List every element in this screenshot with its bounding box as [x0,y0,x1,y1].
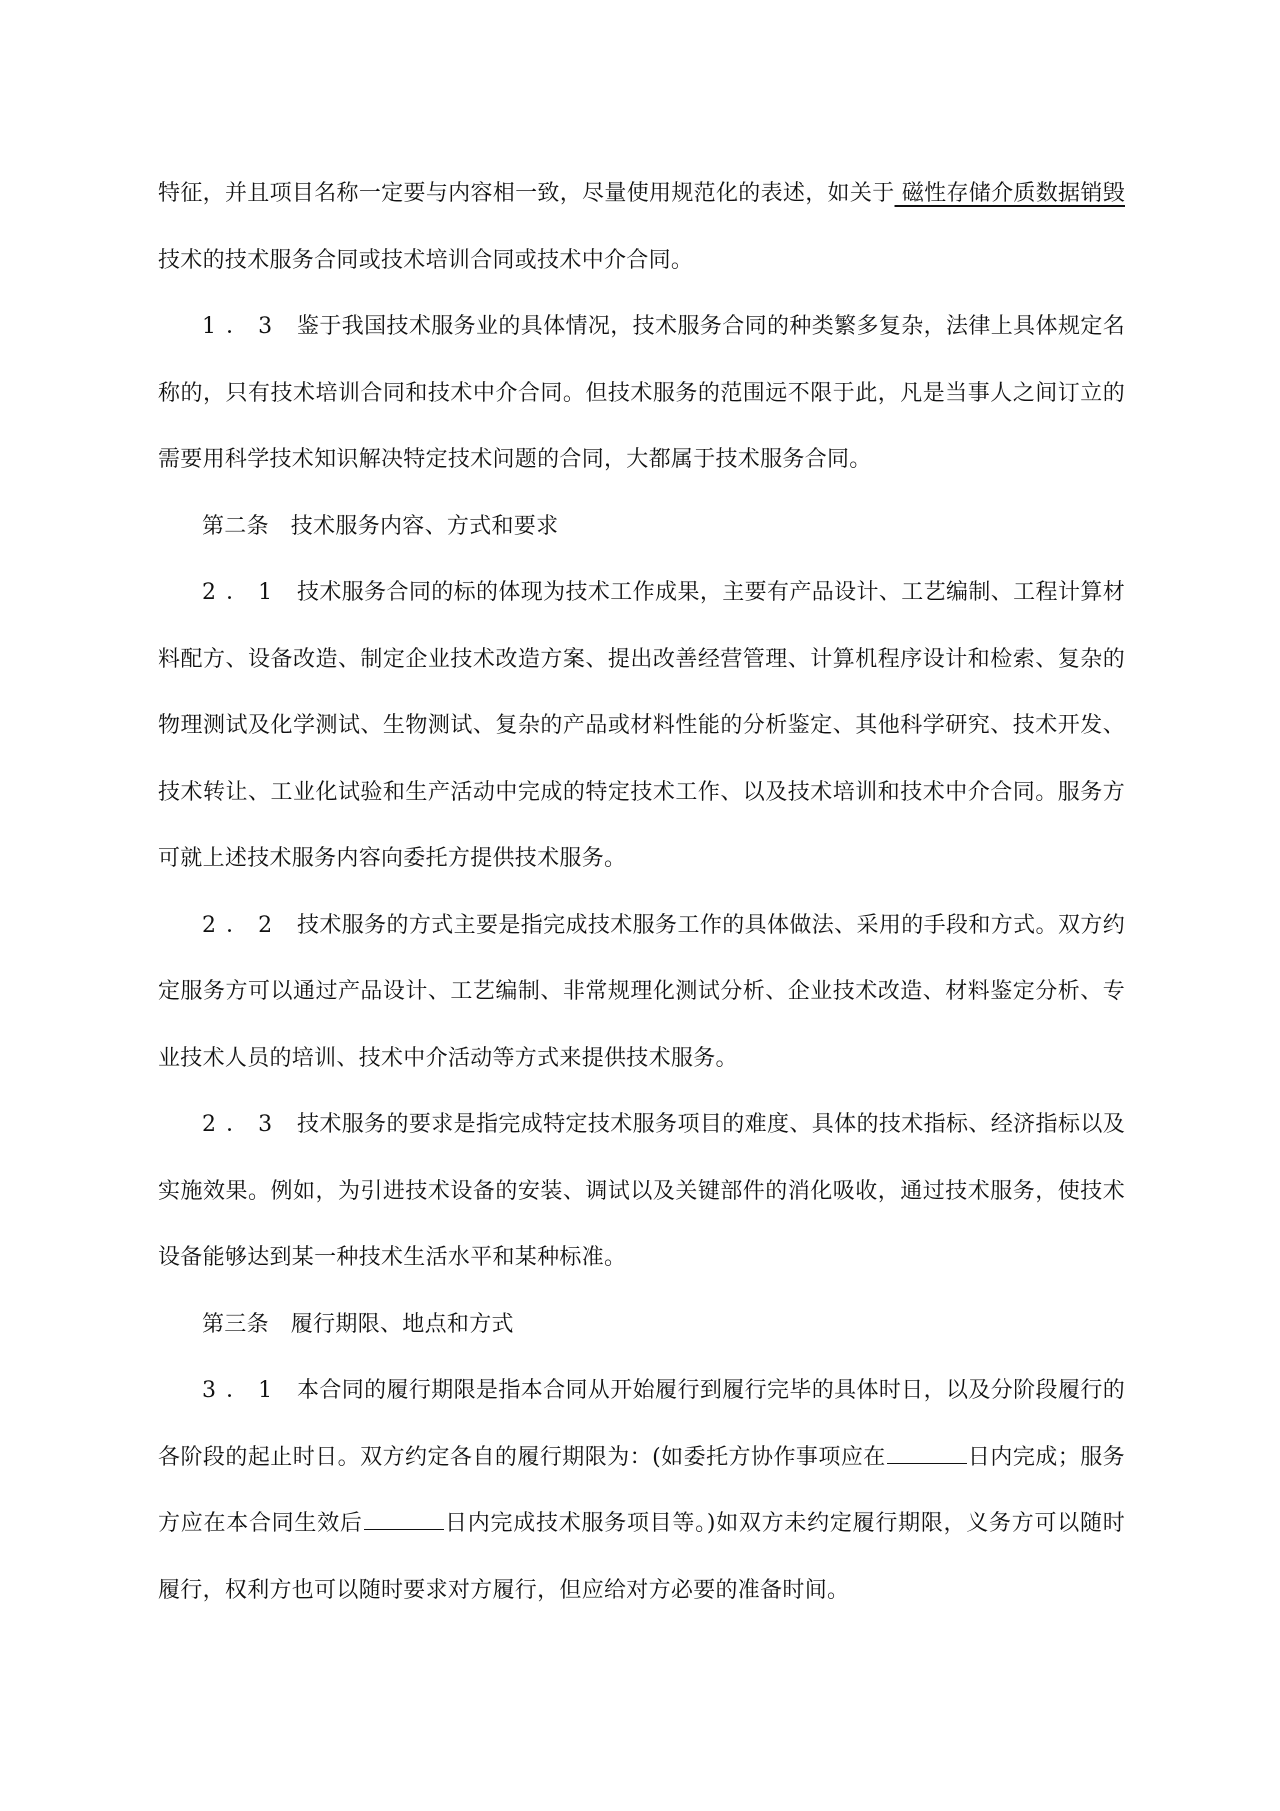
paragraph-2-1 [158,560,1125,893]
clause-text: 技术服务的方式主要是指完成技术服务工作的具体做法、采用的手段和方式。双方约定服务方可以通过产品设计、工艺编制、非常规理化测试分析、企业技术改造、材料鉴定分析、专业技术人员的培训、技术中介活动等方式来提供技术服务。 [158,912,1126,1071]
section-heading-2 [158,494,1125,561]
clause-text-part2: 日内完成；服务方应在本合同生效后 [158,1444,1125,1536]
clause-text-part1: 本合同的履行期限是指本合同从开始履行到履行完毕的具体时日，以及分阶段履行的各阶段的起止时日。双方约定各自的履行期限为：(如委托方协作事项应在 [158,1378,1126,1470]
section-title: 履行期限、地点和方式 [290,1311,514,1337]
paragraph-3-1 [158,1358,1125,1624]
text: 技术的技术服务合同或技术培训合同或技术中介合同。 [158,247,694,273]
clause-number: 3．1 [202,1378,283,1403]
paragraph-1-2-continued [158,161,1125,294]
paragraph-2-3 [158,1092,1125,1292]
fill-in-blank-days-provider[interactable] [364,1509,444,1530]
clause-text: 技术服务的要求是指完成特定技术服务项目的难度、具体的技术指标、经济指标以及实施效果。例如，为引进技术设备的安装、调试以及关键部件的消化吸收，通过技术服务，使技术设备能够达到某一种技术生活水平和某种标准。 [158,1112,1126,1270]
paragraph-2-2 [158,893,1125,1093]
clause-text-part3: 日内完成技术服务项目等。)如双方未约定履行期限，义务方可以随时履行，权利方也可以随时要求对方履行，但应给对方必要的准备时间。 [158,1511,1125,1603]
section-title: 技术服务内容、方式和要求 [290,513,559,539]
clause-number: 1．3 [202,314,283,339]
clause-text: 鉴于我国技术服务业的具体情况，技术服务合同的种类繁多复杂，法律上具体规定名称的，只有技术培训合同和技术中介合同。但技术服务的范围远不限于此，凡是当事人之间订立的需要用科学技术知识解决特定技术问题的合同，大都属于技术服务合同。 [158,314,1126,472]
clause-number: 2．1 [202,580,283,605]
section-label: 第三条 [202,1311,269,1337]
clause-number: 2．2 [202,912,283,938]
paragraph-1-3 [158,294,1125,494]
section-heading-3 [158,1292,1125,1359]
fill-in-blank-days-client[interactable] [887,1443,967,1464]
section-label: 第二条 [202,513,269,539]
clause-number: 2．3 [202,1112,283,1137]
clause-text: 技术服务合同的标的体现为技术工作成果，主要有产品设计、工艺编制、工程计算材料配方、设备改造、制定企业技术改造方案、提出改善经营管理、计算机程序设计和检索、复杂的物理测试及化学测试、生物测试、复杂的产品或材料性能的分析鉴定、其他科学研究、技术开发、技术转让、工业化试验和生产活动中完成的特定技术工作、以及技术培训和技术中介合同。服务方可就上述技术服务内容向委托方提供技术服务。 [158,580,1126,871]
text: 特征，并且项目名称一定要与内容相一致，尽量使用规范化的表述，如关于 [158,181,895,206]
underlined-project-name: 磁性存储介质数据销毁 [894,181,1125,206]
